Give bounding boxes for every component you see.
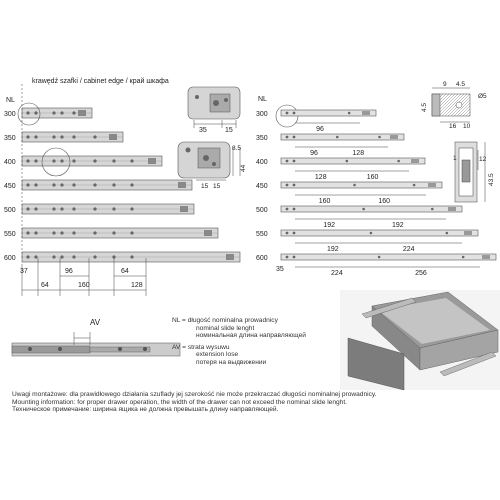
dim-64-top: 64 <box>121 268 129 275</box>
note-russian: Техническое примечание: ширина ящика не должна превышать длину направляющей. <box>12 406 279 414</box>
profile-dim-4-5b: 4.5 <box>421 102 428 112</box>
left-rail-label-550: 550 <box>4 231 16 238</box>
dim-128: 128 <box>131 282 143 289</box>
legend-av-line-2: extension lose <box>196 351 239 359</box>
legend <box>172 317 306 367</box>
section-dim-1: 1 <box>453 155 457 162</box>
section-dim-43-5: 43.5 <box>488 173 495 186</box>
left-rail-label-300: 300 <box>4 111 16 118</box>
note-polish: Uwagi montażowe: dla prawidłowego działania szuflady jej szerokość nie może przekraczać długości nominalnej prowadnicy. <box>12 391 377 398</box>
left-rail-300 <box>4 108 92 118</box>
left-rail-500 <box>4 204 194 214</box>
right-spacing-550-1: 224 <box>402 246 415 253</box>
right-rail-550 <box>256 230 478 253</box>
right-rail-label-550: 550 <box>256 231 268 238</box>
right-spacing-350-0: 96 <box>310 150 318 157</box>
profile-dim-10: 10 <box>463 123 471 130</box>
dim-160: 160 <box>78 282 90 289</box>
right-spacing-500-1: 192 <box>391 222 404 229</box>
right-rail-label-450: 450 <box>256 183 268 190</box>
right-rail-400 <box>256 158 425 181</box>
note-english: Mounting information: for proper drawer operation, the width of the drawer can not exceed the nominal slide lenght. <box>12 398 348 406</box>
right-rail-450 <box>256 182 442 205</box>
right-spacing-400-1: 160 <box>366 174 379 181</box>
bracket-dim-15: 15 <box>225 127 233 134</box>
left-rail-label-450: 450 <box>4 183 16 190</box>
left-rail-label-500: 500 <box>4 207 16 214</box>
mounting-notes <box>12 391 492 414</box>
right-rail-600 <box>256 254 496 277</box>
side-dim-8-5: 8.5 <box>232 145 242 152</box>
right-rail-500 <box>256 206 462 229</box>
section-dim-12: 12 <box>479 156 487 163</box>
side-detail <box>178 142 240 180</box>
left-rail-label-350: 350 <box>4 135 16 142</box>
right-spacing-600-0: 224 <box>331 270 343 277</box>
legend-nl-line-1: NL = długość nominalna prowadnicy <box>172 317 278 324</box>
legend-nl-line-2: nominal slide lenght <box>196 324 255 332</box>
side-dim-15b: 15 <box>213 183 221 190</box>
right-rail-350 <box>256 134 404 157</box>
right-dim-35: 35 <box>276 266 284 273</box>
right-rail-label-600: 600 <box>256 255 268 262</box>
side-dim-15a: 15 <box>201 183 209 190</box>
left-rail-label-600: 600 <box>4 255 16 262</box>
right-rail-label-300: 300 <box>256 111 268 118</box>
right-spacing-400-0: 128 <box>314 174 327 181</box>
dim-37: 37 <box>20 268 28 275</box>
cabinet-edge-label: krawędź szafki / cabinet edge / край шкафа <box>32 78 169 85</box>
av-label: AV <box>90 318 101 327</box>
left-rail-label-400: 400 <box>4 159 16 166</box>
profile-dim-16: 16 <box>449 123 457 130</box>
right-nl-label: NL <box>258 96 267 103</box>
dim-64-bottom: 64 <box>41 282 49 289</box>
profile-dim-4-5a: 4.5 <box>456 81 466 88</box>
legend-av-line-1: AV = strata wysuwu <box>172 343 230 351</box>
right-rail-label-500: 500 <box>256 207 268 214</box>
right-spacing-450-0: 160 <box>318 198 331 205</box>
left-rail-550 <box>4 228 218 238</box>
legend-nl-line-3: номинальная длина направляющей <box>196 332 306 340</box>
left-rail-450 <box>4 180 192 190</box>
right-spacing-600-1: 256 <box>415 270 427 277</box>
left-bottom-dimensions <box>22 258 146 296</box>
bracket-detail-top <box>188 87 240 128</box>
right-spacing-450-1: 160 <box>378 198 391 205</box>
left-rail-600 <box>4 252 240 262</box>
legend-av-line-3: потеря на выдвижении <box>196 358 267 366</box>
left-rail-400 <box>4 156 162 166</box>
slide-side-view <box>12 332 180 356</box>
profile-dim-9: 9 <box>443 81 447 88</box>
right-rail-label-350: 350 <box>256 135 268 142</box>
right-rail-label-400: 400 <box>256 159 268 166</box>
cross-section <box>455 142 485 202</box>
right-spacing-550-0: 192 <box>326 246 339 253</box>
bracket-dim-35: 35 <box>199 127 207 134</box>
right-spacing-300-0: 96 <box>316 126 324 133</box>
right-spacing-500-0: 192 <box>323 222 336 229</box>
right-rail-300 <box>256 110 376 133</box>
right-spacing-350-1: 128 <box>352 150 365 157</box>
profile-dim-diam: Ø5 <box>478 93 487 100</box>
profile-detail <box>432 88 470 122</box>
left-nl-label: NL <box>6 97 15 104</box>
drawer-illustration <box>340 290 500 390</box>
dim-96: 96 <box>65 268 73 275</box>
side-dim-44: 44 <box>240 164 247 172</box>
